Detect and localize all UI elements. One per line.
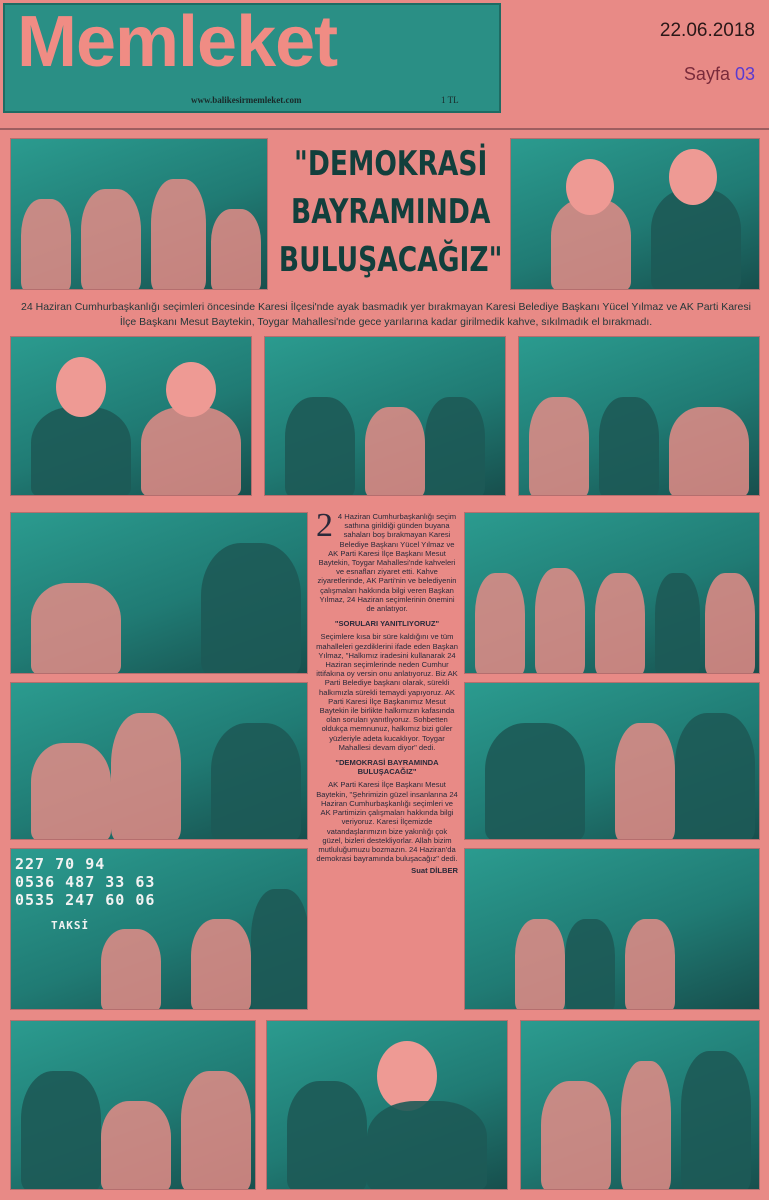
photo-row2-right (518, 336, 760, 496)
photo-figure (599, 397, 659, 496)
photo-figure (621, 1061, 671, 1190)
byline: Suat DİLBER (411, 866, 458, 876)
photo-figure (191, 919, 251, 1010)
photo-figure (141, 407, 241, 496)
main-headline (262, 140, 519, 284)
headline-line: BULUŞACAĞIZ" (278, 240, 503, 280)
photo-figure (625, 919, 675, 1010)
photo-figure (56, 357, 106, 417)
photo-bottom-center (266, 1020, 508, 1190)
photo-figure (111, 713, 181, 840)
website-url[interactable]: www.balikesirmemleket.com (191, 95, 302, 105)
photo-figure (101, 929, 161, 1010)
photo-figure (211, 209, 261, 290)
drop-cap: 2 (316, 507, 333, 544)
photo-figure (181, 1071, 251, 1190)
photo-row2-center (264, 336, 506, 496)
photo-figure (166, 362, 216, 417)
photo-figure (31, 743, 111, 840)
photo-figure (367, 1101, 487, 1190)
photo-figure (675, 713, 755, 840)
newspaper-logo: Memleket (17, 2, 338, 82)
page-label-text: Sayfa (683, 64, 730, 84)
photo-figure (565, 919, 615, 1010)
article-paragraph: AK Parti Karesi İlçe Başkanı Mesut Baytekin, "Şehrimizin güzel insanlarına 24 Haziran Cumhurbaşkanlığı seçimleri ve AK Partimizin çalışmaları hakkında bilgi veriyoruz. Karesi İlçemizde vatandaşlarımızın bize yakınlığı çok güzel, bizleri destekliyorlar. Allah bizim mutluluğumuzu bozmazın. 24 Haziran'da demokrasi bayramında buluşacağız" dedi. (316, 780, 458, 864)
photo-row2-left (10, 336, 252, 496)
photo-figure (475, 573, 525, 674)
photo-top-left (10, 138, 268, 290)
photo-right-1 (464, 512, 760, 674)
photo-figure (211, 723, 301, 840)
photo-figure (566, 159, 614, 215)
photo-right-3 (464, 848, 760, 1010)
photo-figure (615, 723, 675, 840)
photo-figure (595, 573, 645, 674)
page-number: 03 (734, 64, 755, 84)
photo-figure (425, 397, 485, 496)
photo-figure (31, 407, 131, 496)
header-divider (0, 128, 769, 130)
lead-paragraph: 24 Haziran Cumhurbaşkanlığı seçimleri öncesinde Karesi İlçesi'nde ayak basmadık yer bırakmayan Karesi Belediye Başkanı Yücel Yılmaz ve AK Parti Karesi İlçe Başkanı Mesut Baytekin, Toygar Mahallesi'nde gece yarılarına kadar girilmedik kahve, sıkılmadık el bırakmadı. (21, 301, 751, 328)
phone-sign-line: 227 70 94 (15, 855, 106, 873)
photo-figure (31, 583, 121, 674)
photo-figure (541, 1081, 611, 1190)
photo-figure (251, 889, 308, 1010)
photo-left-1 (10, 512, 308, 674)
phone-sign-line: 0536 487 33 63 (15, 873, 156, 891)
photo-figure (81, 189, 141, 290)
photo-left-2 (10, 682, 308, 840)
photo-figure (21, 199, 71, 290)
phone-sign-line: 0535 247 60 06 (15, 891, 156, 909)
photo-figure (669, 407, 749, 496)
photo-figure (655, 573, 700, 674)
headline-line: "DEMOKRASİ (294, 144, 488, 184)
photo-left-3 (10, 848, 308, 1010)
page-number-label (684, 64, 755, 85)
photo-figure (529, 397, 589, 496)
headline-line: BAYRAMINDA (291, 192, 491, 232)
article-paragraph: 4 Haziran Cumhurbaşkanlığı seçim sathına girildiği günden buyana sahaları boş bırakmayan Karesi Belediye Başkanı Yücel Yılmaz ve AK Parti Karesi İlçe Başkanı Mesut Baytekin, Toygar Mahallesi'nde kahveleri ve esnafları ziyaret etti. Kahve ziyaretlerinde, AK Parti'nin ve belediyenin çalışmaları hakkında bilgi veren Başkan Yılmaz, 24 Haziran seçimlerinin önemini de anlatıyor. (317, 512, 457, 614)
photo-bottom-right (520, 1020, 760, 1190)
article-paragraph: Seçimlere kısa bir süre kaldığını ve tüm mahalleleri gezdiklerini ifade eden Başkan Yılmaz, "Halkımız iradesini kullanarak 24 Haziran seçimlerinde neden Cumhur ittifakına oy versin onu anlatıyoruz. Biz AK Parti Belediye başkanı olarak, sürekli halkımızla sürekli temaydi yapıyoruz. AK Parti Karesi İlçe Başkanımız Mesut Baytekin ile birlikte halkımızın kafasında olan soruları yanıtlıyoruz. Sohbetten oldukça memnunuz, halkımız bizi güler yüzleriyle adeta kucaklıyor. Toygar Mahallesi devam diyor" dedi. (316, 632, 458, 752)
photo-right-2 (464, 682, 760, 840)
photo-figure (21, 1071, 101, 1190)
photo-bottom-left (10, 1020, 256, 1190)
article-subhead: "SORULARI YANITLIYORUZ" (334, 619, 440, 629)
photo-figure (101, 1101, 171, 1190)
article-body (316, 507, 458, 876)
price-tag: 1 TL (441, 95, 459, 105)
photo-top-right (510, 138, 760, 290)
photo-figure (151, 179, 206, 290)
photo-figure (681, 1051, 751, 1190)
photo-figure (201, 543, 301, 674)
photo-figure (669, 149, 717, 205)
photo-figure (287, 1081, 367, 1190)
taxi-sign: TAKSİ (51, 919, 90, 932)
photo-figure (365, 407, 425, 496)
masthead (3, 3, 501, 113)
article-subhead: "DEMOKRASİ BAYRAMINDA BULUŞACAĞIZ" (335, 758, 439, 777)
photo-figure (705, 573, 755, 674)
photo-figure (535, 568, 585, 674)
issue-date: 22.06.2018 (659, 20, 755, 41)
photo-figure (515, 919, 565, 1010)
photo-figure (485, 723, 585, 840)
photo-figure (285, 397, 355, 496)
